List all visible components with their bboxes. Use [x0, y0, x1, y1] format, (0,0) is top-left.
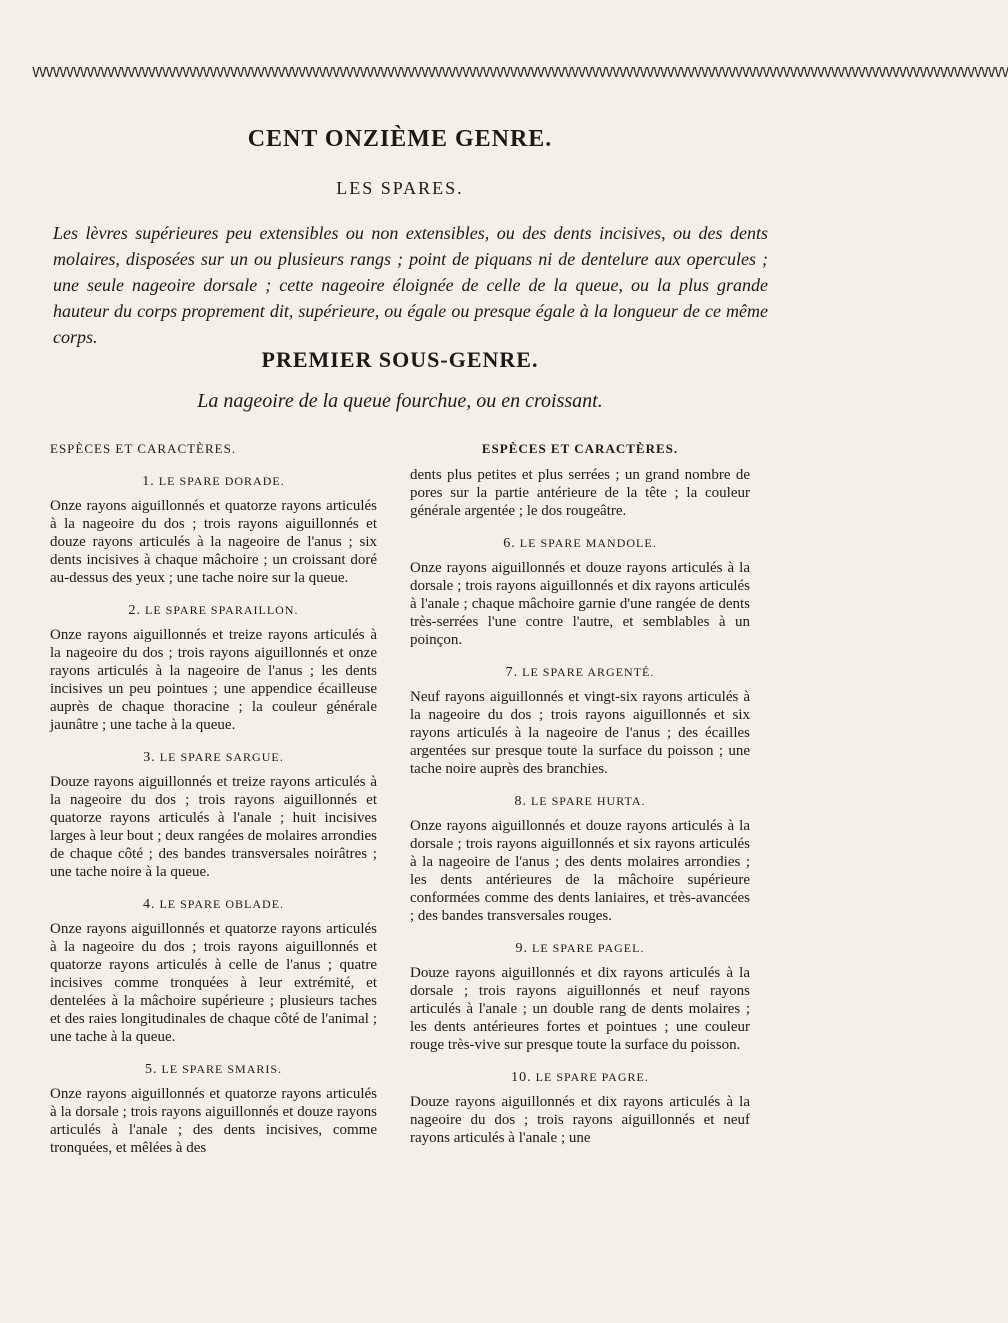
species-description: Onze rayons aiguillonnés et douze rayons articulés à la dorsale ; trois rayons aiguillonnés et six rayons articulés à la nageoire de l'anus ; des dents molaires arrondies ; les dents antérieures de la mâchoire supérieure conformées comme des dents laniaires, et très-avancées ; des bandes transversales rouges.: [410, 818, 750, 924]
species-heading: 6. LE SPARE MANDOLE.: [503, 536, 657, 551]
left-column: [50, 440, 377, 1157]
species-description: Douze rayons aiguillonnés et dix rayons articulés à la nageoire du dos ; trois rayons aiguillonnés et neuf rayons articulés à l'anale ; une: [410, 1094, 750, 1146]
species-heading: 5. LE SPARE SMARIS.: [144, 1062, 283, 1077]
species-entry: [50, 1060, 377, 1157]
species-entry: [50, 895, 377, 1046]
species-description: Neuf rayons aiguillonnés et vingt-six rayons articulés à la nageoire du dos ; trois rayons aiguillonnés et six rayons articulés à la nageoire de l'anus ; des écailles argentées sur presque toute la surface du poisson ; une tache noire auprès des branchies.: [410, 689, 750, 777]
species-heading: 8. LE SPARE HURTA.: [514, 794, 646, 809]
species-heading: 3. LE SPARE SARGUE.: [143, 750, 284, 765]
species-entry: [410, 663, 750, 778]
subgenre-title: PREMIER SOUS-GENRE.: [261, 347, 539, 372]
continued-description: dents plus petites et plus serrées ; un grand nombre de pores sur la partie antérieure de la tête ; la couleur générale argentée ; le dos rougeâtre.: [410, 467, 750, 519]
species-heading: 9. LE SPARE PAGEL.: [515, 941, 645, 956]
species-heading: 2. LE SPARE SPARAILLON.: [128, 603, 299, 618]
species-description: Onze rayons aiguillonnés et douze rayons articulés à la dorsale ; trois rayons aiguillonnés et dix rayons articulés à l'anale ; chaque mâchoire garnie d'une rangée de dents très-serrées l'une contre l'autre, et semblables à un poinçon.: [410, 560, 750, 648]
species-entry: [410, 792, 750, 925]
subgenre-description: La nageoire de la queue fourchue, ou en croissant.: [197, 390, 603, 412]
decorative-rule: VVVVVVVVVVVVVVVVVVVVVVVVVVVVVVVVVVVVVVVVVVVVVVVVVVVVVVVVVVVVVVVVVVVVVVVVVVVVVVVVVVVVVVVVVVVVVVVVVVVVVVVVVVVVVVVVVVVVVVVVVVVVVVVVVVVVVVVVVVVVVVV: [32, 66, 1008, 81]
genre-definition: Les lèvres supérieures peu extensibles ou non extensibles, ou des dents incisives, ou des dents molaires, disposées sur un ou plusieurs rangs ; point de piquans ni de dentelure aux opercules ; une seule nageoire dorsale ; cette nageoire éloignée de celle de la queue, ou la plus grande hauteur du corps proprement dit, supérieure, ou égale ou presque égale à la longueur de ce même corps.: [53, 223, 768, 347]
species-description: Onze rayons aiguillonnés et quatorze rayons articulés à la nageoire du dos ; trois rayons aiguillonnés et douze rayons articulés à la nageoire de l'anus ; six dents incisives à chaque mâchoire ; un croissant doré au-dessus des yeux ; une tache noire sur la queue.: [50, 498, 377, 586]
species-description: Onze rayons aiguillonnés et quatorze rayons articulés à la nageoire du dos ; trois rayons aiguillonnés et quatorze rayons articulés à celle de l'anus ; quatre incisives comme tronquées à leur extrémité, et dentelées à la mâchoire supérieure ; plusieurs taches et des raies longitudinales de chaque côté de l'animal ; une tache à la queue.: [50, 921, 377, 1045]
species-entry: [50, 748, 377, 881]
species-entry: [410, 534, 750, 649]
species-heading: 1. LE SPARE DORADE.: [142, 474, 285, 489]
species-entry: [50, 601, 377, 734]
left-column-heading: ESPÈCES ET CARACTÈRES.: [50, 441, 237, 456]
page-smudge: [690, 1266, 780, 1284]
species-description: Onze rayons aiguillonnés et quatorze rayons articulés à la dorsale ; trois rayons aiguillonnés et douze rayons articulés à l'anale ; des dents incisives, comme tronquées, et mêlées à des: [50, 1086, 377, 1156]
species-description: Douze rayons aiguillonnés et treize rayons articulés à la nageoire du dos ; trois rayons aiguillonnés et quatorze rayons articulés à l'anale ; huit incisives larges à leur bout ; deux rangées de molaires arrondies de chaque côté ; des bandes transversales noirâtres ; une tache noire à la queue.: [50, 774, 377, 880]
genre-name: LES SPARES.: [336, 178, 464, 198]
species-description: Onze rayons aiguillonnés et treize rayons articulés à la nageoire du dos ; trois rayons aiguillonnés et onze rayons articulés à la nageoire de l'anus ; les dents incisives un peu pointues ; une appendice écailleuse auprès de chaque thoracine ; la couleur générale jaunâtre ; une tache à la queue.: [50, 627, 377, 733]
species-entry: [50, 472, 377, 587]
species-heading: 4. LE SPARE OBLADE.: [142, 897, 285, 912]
species-description: Douze rayons aiguillonnés et dix rayons articulés à la dorsale ; trois rayons aiguillonnés et neuf rayons articulés à l'anale ; un double rang de dents molaires ; les dents antérieures fortes et pointues ; une couleur rouge très-vive sur presque toute la surface du poisson.: [410, 965, 750, 1053]
species-entry: [410, 1068, 750, 1147]
species-heading: 10. LE SPARE PAGRE.: [511, 1070, 649, 1085]
right-column: [410, 440, 750, 1147]
genre-title: CENT ONZIÈME GENRE.: [247, 126, 553, 152]
right-column-heading: ESPÈCES ET CARACTÈRES.: [481, 441, 679, 456]
species-heading: 7. LE SPARE ARGENTÉ.: [505, 665, 655, 680]
species-entry: [410, 939, 750, 1054]
